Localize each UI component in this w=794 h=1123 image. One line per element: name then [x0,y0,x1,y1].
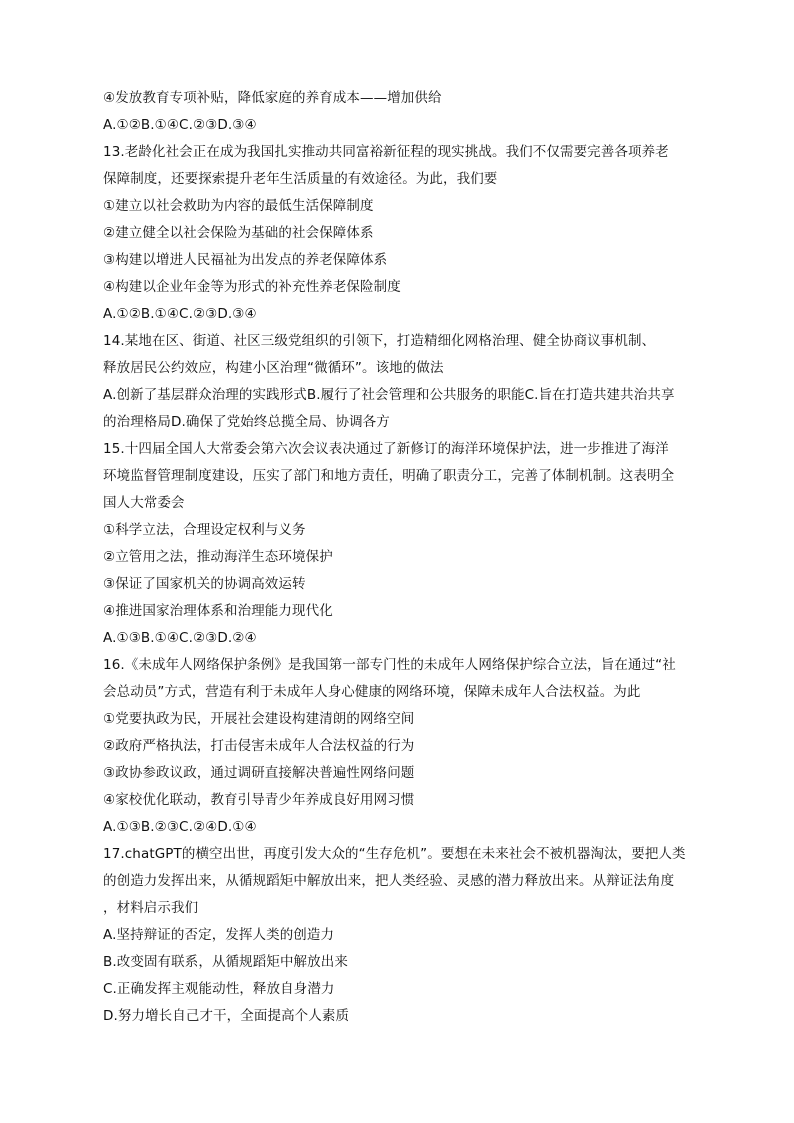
statement-item: ①建立以社会救助为内容的最低生活保障制度 [103,198,374,214]
question-13-stem: 13.老龄化社会正在成为我国扎实推动共同富裕新征程的现实挑战。我们不仅需要完善各项养老 [103,144,669,160]
statement-item: ④推进国家治理体系和治理能力现代化 [103,603,333,619]
answer-options: A.①②B.①④C.②③D.③④ [103,117,257,133]
statement-item: ④家校优化联动，教育引导青少年养成良好用网习惯 [103,792,415,808]
question-15-stem: 15.十四届全国人大常委会第六次会议表决通过了新修订的海洋环境保护法，进一步推进了海洋 [103,441,669,457]
choice-item: B.改变固有联系，从循规蹈矩中解放出来 [103,954,348,970]
answer-options: A.①③B.②③C.②④D.①④ [103,819,257,835]
question-14-stem: 14.某地在区、街道、社区三级党组织的引领下，打造精细化网格治理、健全协商议事机制、 [103,333,656,349]
question-16-stem: 16.《未成年人网络保护条例》是我国第一部专门性的未成年人网络保护综合立法，旨在通过“社 [103,657,676,673]
statement-item: ②建立健全以社会保险为基础的社会保障体系 [103,225,374,241]
statement-item: ②立管用之法，推动海洋生态环境保护 [103,549,333,565]
question-text [103,85,703,1030]
text-line: 的创造力发挥出来，从循规蹈矩中解放出来，把人类经验、灵感的潜力释放出来。从辩证法角度 [103,873,675,889]
statement-item: ②政府严格执法，打击侵害未成年人合法权益的行为 [103,738,415,754]
statement-item: ④构建以企业年金等为形式的补充性养老保险制度 [103,279,401,295]
text-line: ④发放教育专项补贴，降低家庭的养育成本——增加供给 [103,90,442,106]
text-line: 的治理格局D.确保了党始终总揽全局、协调各方 [103,414,390,430]
statement-item: ③保证了国家机关的协调高效运转 [103,576,306,592]
text-line: ，材料启示我们 [103,900,199,916]
text-line: 会总动员”方式，营造有利于未成年人身心健康的网络环境，保障未成年人合法权益。为此 [103,684,641,700]
statement-item: ①科学立法，合理设定权利与义务 [103,522,306,538]
choice-item: C.正确发挥主观能动性，释放自身潜力 [103,981,335,997]
answer-options: A.①③B.①④C.②③D.②④ [103,630,257,646]
text-line: 环境监督管理制度建设，压实了部门和地方责任，明确了职责分工，完善了体制机制。这表明全 [103,468,675,484]
choice-item: D.努力增长自己才干，全面提高个人素质 [103,1008,350,1024]
choice-item: A.坚持辩证的否定，发挥人类的创造力 [103,927,335,943]
question-17-stem: 17.chatGPT的横空出世，再度引发大众的“生存危机”。要想在未来社会不被机器淘汰，要把人类 [103,846,686,862]
statement-item: ①党要执政为民，开展社会建设构建清朗的网络空间 [103,711,415,727]
text-line: 保障制度，还要探索提升老年生活质量的有效途径。为此，我们要 [103,171,498,187]
text-line: 释放居民公约效应，构建小区治理“微循环”。该地的做法 [103,360,444,376]
statement-item: ③政协参政议政，通过调研直接解决普遍性网络问题 [103,765,415,781]
statement-item: ③构建以增进人民福祉为出发点的养老保障体系 [103,252,388,268]
answer-options: A.创新了基层群众治理的实践形式B.履行了社会管理和公共服务的职能C.旨在打造共建共治共享 [103,387,675,403]
answer-options: A.①②B.①④C.②③D.③④ [103,306,257,322]
text-line: 国人大常委会 [103,495,185,511]
